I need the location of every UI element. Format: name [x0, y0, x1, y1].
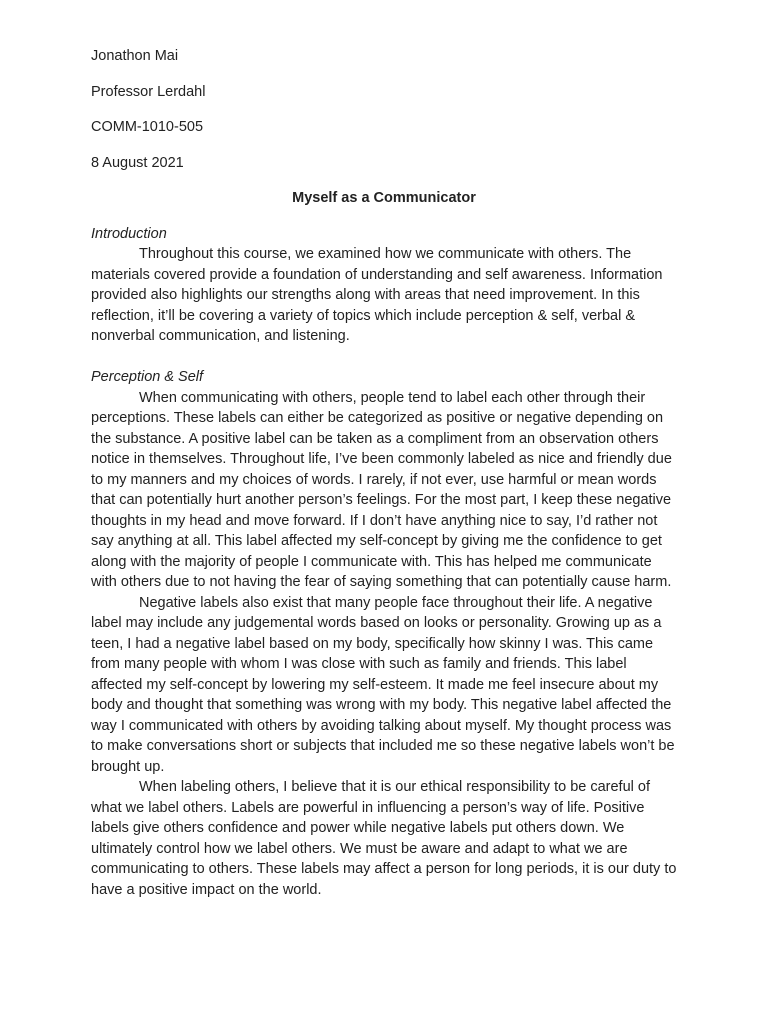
professor-name: Professor Lerdahl	[91, 83, 206, 100]
introduction-paragraph: Throughout this course, we examined how we communicate with others. The materials covered provide a foundation of understanding and self awareness. Information provided also highlights our strengths along with areas that need improvement. In this reflection, it’ll be covering a variety of topics which include perception & self, verbal & nonverbal communication, and listening.	[91, 246, 663, 344]
section-perception-self	[91, 367, 677, 900]
perception-paragraph-3: When labeling others, I believe that it is our ethical responsibility to be careful of what we label others. Labels are powerful in influencing a person’s way of life. Positive labels give others confidence and power while negative labels put others down. We ultimately control how we label others. We must be aware and adapt to what we are communicating to others. These labels may affect a person for long periods, it is our duty to have a positive impact on the world.	[91, 779, 677, 898]
section-heading-introduction: Introduction	[91, 225, 167, 242]
perception-paragraph-1: When communicating with others, people tend to label each other through their perceptions. These labels can either be categorized as positive or negative depending on the substance. A positive label can be taken as a compliment from an observation others notice in themselves. Throughout life, I’ve been commonly labeled as nice and friendly due to my manners and my choices of words. I rarely, if not ever, use harmful or mean words that can potentially hurt another person’s feelings. For the most part, I keep these negative thoughts in my head and move forward. If I don’t have anything nice to say, I’d rather not say anything at all. This label affected my self-concept by giving me the confidence to get along with the majority of people I communicate with. This has helped me communicate with others due to not having the fear of saying something that can potentially cause harm.	[91, 389, 672, 590]
section-introduction	[91, 224, 677, 347]
essay-title: Myself as a Communicator	[292, 190, 476, 206]
essay-date: 8 August 2021	[91, 154, 184, 171]
student-name: Jonathon Mai	[91, 48, 179, 64]
document-page	[91, 46, 677, 900]
course-code: COMM-1010-505	[91, 119, 204, 135]
perception-paragraph-2: Negative labels also exist that many people face throughout their life. A negative label may include any judgemental words based on looks or personality. Growing up as a teen, I had a negative label based on my body, specifically how skinny I was. This came from many people with whom I was close with such as family and friends. This label affected my self-concept by lowering my self-esteem. It made me feel insecure about my body and thought that something was wrong with my body. This negative label affected the way I communicated with others by avoiding talking about myself. My thought process was to make conversations short or subjects that included me so these negative labels won’t be brought up.	[91, 594, 675, 775]
section-heading-perception-self: Perception & Self	[91, 369, 204, 385]
section-spacer	[91, 347, 677, 368]
